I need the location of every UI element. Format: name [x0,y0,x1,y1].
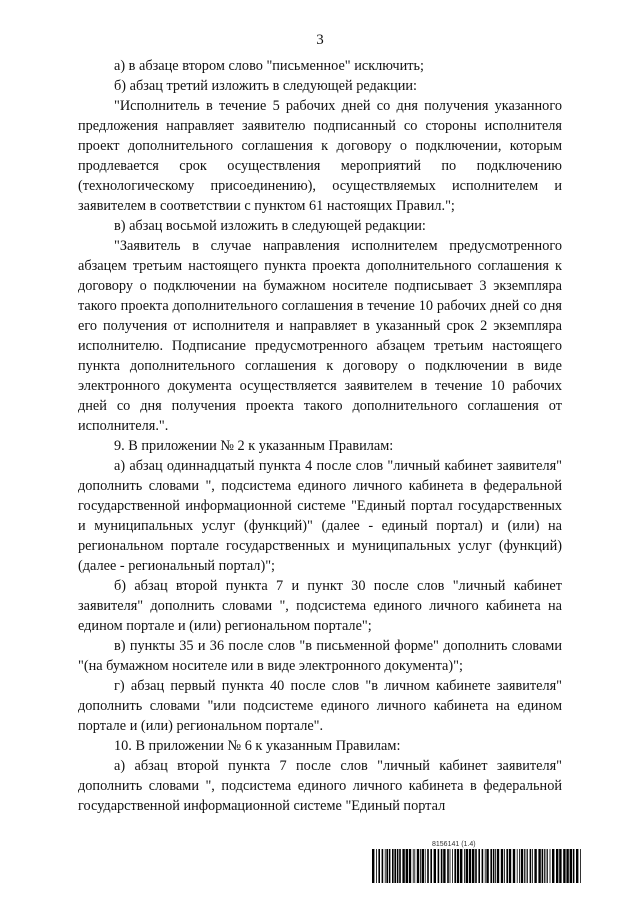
barcode-bar [570,849,572,883]
barcode-bar [542,849,544,883]
barcode-bar [469,849,471,883]
barcode-bar [402,849,404,883]
barcode-bar [452,849,453,883]
barcode-bar [513,849,515,883]
barcode-bar [495,849,496,883]
barcode-bar [443,849,445,883]
barcode-bar [501,849,503,883]
barcode-bar [397,849,399,883]
barcode-bar [460,849,462,883]
barcode-bar [580,849,581,883]
barcode-bar [414,849,415,883]
barcode-bar [532,849,533,883]
barcode-bar [386,849,388,883]
barcode-bar [422,849,424,883]
barcode-bar [417,849,419,883]
barcode-bar [389,849,391,883]
paragraph-b: б) абзац третий изложить в следующей редакции: [114,78,418,94]
barcode-bar [544,849,545,883]
barcode-bar [519,849,520,883]
barcode-bar [556,849,558,883]
barcode-bar [385,849,386,883]
barcode-bar [547,849,548,883]
barcode-bar [382,849,384,883]
barcode-bar [457,849,459,883]
barcode-bar [430,849,432,883]
barcode-bar [538,849,540,883]
barcode-bar [464,849,465,883]
section-10-item-a: а) абзац второй пункта 7 после слов "личный кабинет заявителя" дополнить словами ", подсистема единого личного кабинета в федеральной государственной информационной системе "Единый портал [78,758,562,814]
barcode-bar [399,849,401,883]
barcode-bar [466,849,468,883]
barcode-bar [413,849,414,883]
paragraph-v: в) абзац восьмой изложить в следующей редакции: [114,218,426,234]
barcode-bar [490,849,492,883]
barcode-bar [472,849,474,883]
barcode-bar [441,849,443,883]
barcode-bar [506,849,508,883]
barcode-bar [454,849,456,883]
quoted-paragraph-executor: "Исполнитель в течение 5 рабочих дней со дня получения указанного предложения направляет заявителю подписанный со стороны исполнителя проект дополнительного соглашения к договору о подключении, которым продлевается срок осуществления мероприятий по подключению (технологическому присоединению), осуществляемых исполнителем и заявителем в соответствии с пунктом 61 настоящих Правил."; [78,98,562,214]
barcode-caption: 8156141 (1.4) [432,841,476,848]
barcode-bar [475,849,477,883]
barcode-bar [530,849,532,883]
barcode-bar [420,849,421,883]
barcode-bar [406,849,408,883]
barcode-icon [372,849,582,883]
barcode-bar [376,849,377,883]
barcode-bar [372,849,374,883]
barcode-bar [521,849,523,883]
barcode-bar [485,849,486,883]
barcode-bar [493,849,495,883]
barcode-bar [573,849,575,883]
section-9-heading: 9. В приложении № 2 к указанным Правилам: [114,438,394,454]
page-number: 3 [316,32,324,48]
section-9-item-b: б) абзац второй пункта 7 и пункт 30 после слов "личный кабинет заявителя" дополнить словами ", подсистема единого личного кабинета на едином портале и (или) региональном портале"; [78,578,562,634]
barcode-bar [509,849,511,883]
barcode-bar [517,849,518,883]
barcode-bar [425,849,426,883]
barcode-bar [427,849,429,883]
paragraph-a: а) в абзаце втором слово "письменное" исключить; [114,58,425,74]
barcode-block [372,841,582,883]
barcode-bar [434,849,436,883]
barcode-bar [450,849,451,883]
barcode-bar [559,849,561,883]
barcode-bar [524,849,525,883]
barcode-bar [409,849,411,883]
barcode-bar [550,849,551,883]
barcode-bar [478,849,480,883]
barcode-bar [438,849,440,883]
barcode-bar [486,849,488,883]
barcode-bar [546,849,547,883]
barcode-bar [394,849,396,883]
barcode-bar [576,849,578,883]
barcode-bar [566,849,568,883]
barcode-bar [447,849,449,883]
section-9-item-g: г) абзац первый пункта 40 после слов "в личном кабинете заявителя" дополнить словами "или подсистеме единого личного кабинета на едином портале и (или) региональном портале". [78,678,562,734]
barcode-bar [526,849,527,883]
section-10-heading: 10. В приложении № 6 к указанным Правилам: [114,738,401,754]
barcode-bar [527,849,528,883]
quoted-paragraph-applicant: "Заявитель в случае направления исполнителем предусмотренного абзацем третьим настоящего пункта проекта дополнительного соглашения к договору о подключении на бумажном носителе подписывает 3 экземпляра такого проекта дополнительного соглашения в течение 10 рабочих дней со дня его получения от исполнителя и направляет в указанный срок 2 экземпляра исполнителю. Подписание предусмотренного абзацем третьим настоящего пункта дополнительного соглашения к договору о подключении в виде электронного документа осуществляется заявителем в течение 10 рабочих дней со дня получения проекта такого дополнительного соглашения от исполнителя.". [78,238,562,434]
document-body [78,56,562,816]
barcode-bar [552,849,554,883]
barcode-bar [534,849,536,883]
barcode-bar [504,849,505,883]
barcode-bar [497,849,499,883]
barcode-bar [482,849,484,883]
section-9-item-v: в) пункты 35 и 36 после слов "в письменной форме" дополнить словами "(на бумажном носителе или в виде электронного документа)"; [78,638,562,674]
section-9-item-a: а) абзац одиннадцатый пункта 4 после слов "личный кабинет заявителя" дополнить словами ", подсистема единого личного кабинета в федеральной государственной информационной системе "Единый портал государственных и муниципальных услуг (функций)" (далее - единый портал) и (или) на региональном портале государственных и муниципальных услуг (функций) (далее - региональный портал)"; [78,458,562,574]
barcode-bar [378,849,380,883]
barcode-bar [392,849,394,883]
barcode-bar [563,849,565,883]
